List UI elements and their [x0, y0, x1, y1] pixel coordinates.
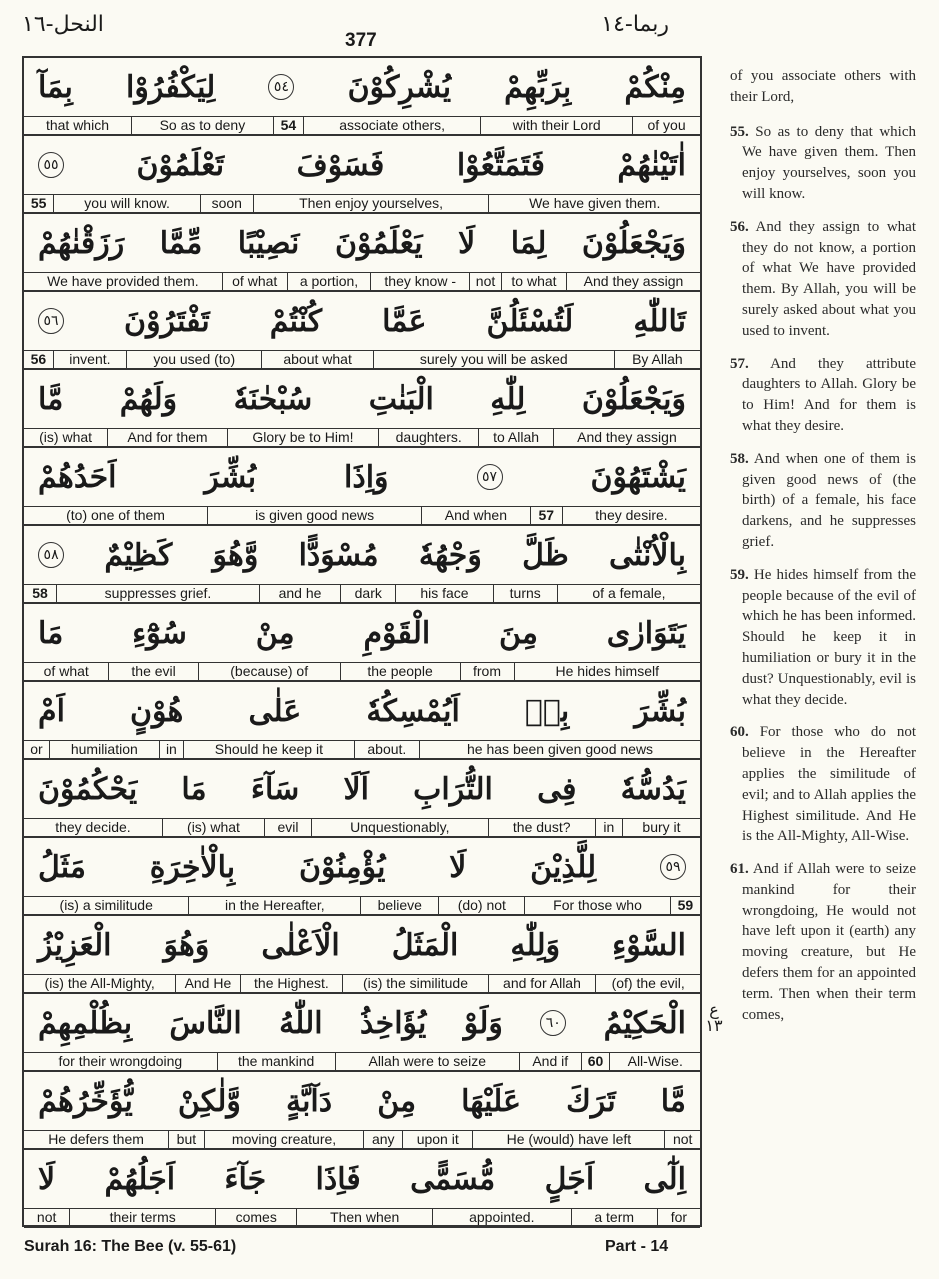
gloss-cell: to Allah: [478, 429, 553, 446]
arabic-word: يُّؤَخِّرُهُمْ: [38, 1083, 133, 1119]
arabic-word: وَهُوَ: [163, 927, 210, 963]
gloss-cell: associate others,: [303, 117, 480, 134]
arabic-word: بُشِّرَ: [634, 693, 686, 729]
gloss-cell: of you: [632, 117, 700, 134]
arabic-word: بِمَآ: [38, 69, 73, 105]
english-gloss-line: [24, 194, 700, 214]
arabic-word: فِى: [537, 771, 577, 807]
arabic-word: سُبْحٰنَهٗ: [233, 381, 313, 417]
verse-end-marker: ٥٤: [268, 74, 294, 100]
gloss-cell: appointed.: [432, 1209, 570, 1226]
gloss-cell: (to) one of them: [66, 507, 165, 523]
arabic-word: وَاِذَا: [344, 459, 389, 495]
arabic-word: ظَلَّ: [522, 537, 569, 573]
gloss-cell: And for them: [107, 429, 227, 446]
arabic-word: يَحْكُمُوْنَ: [38, 771, 138, 807]
arabic-word: عَمَّا: [382, 303, 427, 339]
verse-number-cell: 56: [30, 351, 47, 367]
verse-number-cell: 57: [530, 507, 562, 524]
verse-row: [24, 1150, 700, 1228]
arabic-word: تَاللّٰهِ: [633, 303, 686, 339]
arabic-word: وَجْهُهٗ: [418, 537, 482, 573]
arabic-word: وَيَجْعَلُوْنَ: [581, 381, 686, 417]
gloss-cell: moving creature,: [204, 1131, 364, 1148]
gloss-cell: in: [595, 819, 622, 836]
arabic-word: عَلٰى: [248, 693, 302, 729]
english-gloss-line: [24, 350, 700, 370]
translation-continuation: of you associate others with their Lord,: [730, 68, 916, 105]
verse-text: And when one of them is given good news of (the birth) of a female, his face darkens, and he suppresses grief.: [742, 450, 916, 550]
arabic-word: لَا: [449, 849, 467, 885]
gloss-cell: in: [159, 741, 183, 758]
arabic-word: رَزَقْنٰهُمْ: [38, 225, 125, 261]
gloss-cell: Then when: [296, 1209, 432, 1226]
translation-verse-59: [730, 565, 916, 711]
verse-number-cell: 59: [670, 897, 700, 914]
arabic-word: اَمْ: [38, 693, 65, 729]
page-number: 377: [345, 30, 377, 51]
arabic-word: مِنْ: [255, 615, 295, 651]
verse-text: And they attribute daughters to Allah. Glory be to Him! And for them is what they desire.: [742, 355, 916, 434]
arabic-word: مُّسَمًّى: [410, 1161, 496, 1197]
arabic-word: اَحَدُهُمْ: [38, 459, 117, 495]
gloss-cell: We have given them.: [488, 195, 700, 212]
page-header: [0, 0, 939, 54]
gloss-cell: humiliation: [49, 741, 159, 758]
gloss-cell: and for Allah: [488, 975, 596, 992]
gloss-cell: of a female,: [557, 585, 700, 602]
arabic-word: فَاِذَا: [315, 1161, 361, 1197]
gloss-cell: And He: [175, 975, 239, 992]
arabic-line: [24, 1072, 700, 1130]
gloss-cell: Should he keep it: [183, 741, 354, 758]
arabic-word: مَا: [38, 615, 64, 651]
verse-row: [24, 292, 700, 370]
arabic-word: بِرَبِّهِمْ: [504, 69, 572, 105]
arabic-line: [24, 448, 700, 506]
arabic-word: تَرَكَ: [566, 1083, 616, 1119]
gloss-cell: but: [168, 1131, 204, 1148]
arabic-word: تَعْلَمُوْنَ: [136, 147, 225, 183]
gloss-cell: not: [36, 1209, 57, 1225]
verse-number: 61.: [730, 861, 749, 878]
arabic-word: لِمَا: [510, 225, 547, 261]
arabic-word: بِالْاُنْثٰى: [608, 537, 686, 573]
arabic-word: الْمَثَلُ: [391, 927, 459, 963]
arabic-word: يُؤْمِنُوْنَ: [298, 849, 386, 885]
gloss-cell: (is) what: [162, 819, 264, 836]
english-gloss-line: [24, 896, 700, 916]
translation-verse-61: [730, 859, 916, 1025]
verse-row: [24, 760, 700, 838]
arabic-word: لَتُسْئَلُنَّ: [486, 303, 574, 339]
gloss-cell: Then enjoy yourselves,: [253, 195, 489, 212]
verse-number: 59.: [730, 566, 749, 583]
gloss-cell: with their Lord: [480, 117, 632, 134]
gloss-cell: daughters.: [378, 429, 478, 446]
arabic-line: [24, 58, 700, 116]
gloss-cell: dark: [340, 585, 395, 602]
arabic-word: الْعَزِيْزُ: [38, 927, 112, 963]
gloss-cell: about what: [261, 351, 372, 368]
verse-text: And they assign to what they do not know, a portion of what We have provided them. By Allah, you will be surely asked about what you used to invent.: [742, 218, 916, 339]
gloss-cell: they decide.: [55, 819, 131, 835]
gloss-cell: or: [30, 741, 43, 757]
verse-row: [24, 838, 700, 916]
gloss-cell: So as to deny: [131, 117, 273, 134]
arabic-word: اِلٰٓى: [643, 1161, 686, 1197]
arabic-line: [24, 994, 700, 1052]
verse-end-marker: ٥٦: [38, 308, 64, 334]
arabic-word: وَيَجْعَلُوْنَ: [581, 225, 686, 261]
arabic-word: مِّمَّا: [159, 225, 203, 261]
arabic-word: يَشْتَهُوْنَ: [590, 459, 686, 495]
gloss-cell: of what: [43, 663, 89, 679]
gloss-cell: to what: [501, 273, 566, 290]
arabic-line: [24, 526, 700, 584]
arabic-word: مَّا: [38, 381, 64, 417]
arabic-line: [24, 604, 700, 662]
gloss-cell: about.: [354, 741, 419, 758]
arabic-word: الْقَوْمِ: [363, 615, 431, 651]
arabic-word: يَدُسُّهٗ: [620, 771, 686, 807]
arabic-word: سَآءَ: [250, 771, 300, 807]
gloss-cell: the mankind: [217, 1053, 335, 1070]
arabic-word: تَفْتَرُوْنَ: [124, 303, 210, 339]
verse-row: [24, 58, 700, 136]
arabic-word: نَصِيْبًا: [237, 225, 300, 261]
verse-text: So as to deny that which We have given them. Then enjoy yourselves, soon you will know.: [742, 123, 916, 202]
arabic-word: التُّرَابِ: [413, 771, 493, 807]
surah-label: النحل-١٦: [22, 12, 104, 37]
verse-row: [24, 604, 700, 682]
arabic-word: مَا: [181, 771, 207, 807]
arabic-word: الْحَكِيْمُ: [603, 1005, 686, 1041]
arabic-word: مَثَلُ: [38, 849, 86, 885]
gloss-cell: evil: [264, 819, 311, 836]
arabic-word: مُسْوَدًّا: [298, 537, 379, 573]
arabic-word: وَّهُوَ: [212, 537, 259, 573]
arabic-line: [24, 1150, 700, 1208]
arabic-word: اَجَلٍ: [544, 1161, 595, 1197]
footer-part: Part - 14: [605, 1238, 669, 1255]
gloss-cell: And if: [519, 1053, 581, 1070]
gloss-cell: He hides himself: [514, 663, 701, 680]
gloss-cell: is given good news: [207, 507, 421, 524]
arabic-line: [24, 214, 700, 272]
gloss-cell: All-Wise.: [609, 1053, 700, 1070]
arabic-line: [24, 838, 700, 896]
verse-end-marker: ٥٧: [477, 464, 503, 490]
arabic-word: فَتَمَتَّعُوْا: [456, 147, 545, 183]
gloss-cell: And they assign: [553, 429, 700, 446]
verse-row: [24, 916, 700, 994]
gloss-cell: for: [657, 1209, 700, 1226]
verse-number-cell: 58: [32, 585, 48, 601]
gloss-cell: their terms: [69, 1209, 215, 1226]
arabic-word: مَّا: [660, 1083, 686, 1119]
gloss-cell: By Allah: [614, 351, 700, 368]
arabic-word: مِنْكُمْ: [624, 69, 686, 105]
verse-number: 57.: [730, 355, 749, 372]
arabic-word: بِظُلْمِهِمْ: [38, 1005, 133, 1041]
gloss-cell: Unquestionably,: [311, 819, 488, 836]
verse-row: [24, 136, 700, 214]
gloss-cell: comes: [215, 1209, 296, 1226]
gloss-cell: the dust?: [488, 819, 595, 836]
english-gloss-line: [24, 506, 700, 526]
arabic-word: هُوْنٍ: [130, 693, 184, 729]
arabic-line: [24, 760, 700, 818]
gloss-cell: And when: [421, 507, 529, 524]
arabic-word: يُشْرِكُوْنَ: [347, 69, 452, 105]
arabic-word: اللّٰهُ: [279, 1005, 323, 1041]
translation-verse-56: [730, 217, 916, 342]
arabic-word: دَآبَّةٍ: [285, 1083, 333, 1119]
gloss-cell: they desire.: [562, 507, 700, 524]
english-gloss-line: [24, 974, 700, 994]
english-gloss-line: [24, 116, 700, 136]
arabic-word: الْبَنٰتِ: [368, 381, 434, 417]
english-gloss-line: [24, 740, 700, 760]
verse-end-marker: ٥٩: [660, 854, 686, 880]
gloss-cell: they know -: [370, 273, 469, 290]
verse-row: [24, 214, 700, 292]
gloss-cell: and he: [259, 585, 340, 602]
arabic-line: [24, 136, 700, 194]
arabic-word: اَجَلُهُمْ: [104, 1161, 176, 1197]
verse-end-marker: ٥٥: [38, 152, 64, 178]
gloss-cell: for their wrongdoing: [58, 1053, 183, 1069]
verse-row: [24, 526, 700, 604]
gloss-cell: (of) the evil,: [595, 975, 700, 992]
verse-number: 60.: [730, 724, 749, 741]
gloss-cell: the evil: [108, 663, 197, 680]
english-gloss-line: [24, 272, 700, 292]
arabic-word: بِهٖ: [524, 693, 570, 729]
gloss-cell: believe: [360, 897, 438, 914]
arabic-word: لِلَّذِيْنَ: [530, 849, 597, 885]
verse-number: 58.: [730, 450, 749, 467]
verse-row: [24, 994, 700, 1072]
arabic-word: وَلِلّٰهِ: [510, 927, 561, 963]
gloss-cell: (is) the similitude: [342, 975, 487, 992]
arabic-word: لِيَكْفُرُوْا: [126, 69, 216, 105]
verse-text: He hides himself from the people because of the evil of which he has been informed. Should he keep it in humiliation or bury it in the dust? Unquestionably, evil is what they decide.: [742, 566, 916, 708]
arabic-word: سُوْٓءِ: [132, 615, 187, 651]
gloss-cell: not: [469, 273, 501, 290]
english-gloss-line: [24, 1130, 700, 1150]
arabic-line: [24, 292, 700, 350]
gloss-cell: invent.: [53, 351, 126, 368]
english-gloss-line: [24, 662, 700, 682]
gloss-cell: the Highest.: [240, 975, 343, 992]
arabic-line: [24, 370, 700, 428]
arabic-word: وَلَهُمْ: [119, 381, 178, 417]
gloss-cell: you used (to): [126, 351, 261, 368]
verse-text: And if Allah were to seize mankind for their wrongdoing, He would not have left upon it (earth) any moving creature, but He defers them for an appointed term. Then when their term comes,: [742, 861, 916, 1023]
arabic-word: لِلّٰهِ: [490, 381, 526, 417]
verse-end-marker: ٥٨: [38, 542, 64, 568]
gloss-cell: in the Hereafter,: [188, 897, 360, 914]
arabic-word: لَا: [458, 225, 476, 261]
footer-surah: Surah 16: The Bee (v. 55-61): [24, 1238, 237, 1255]
arabic-word: يُؤَاخِذُ: [359, 1005, 427, 1041]
arabic-word: الْاَعْلٰى: [261, 927, 340, 963]
verse-row: [24, 448, 700, 526]
gloss-cell: suppresses grief.: [56, 585, 259, 602]
gloss-cell: (is) the All-Mighty,: [44, 975, 155, 991]
gloss-cell: He defers them: [48, 1131, 144, 1147]
english-gloss-line: [24, 1052, 700, 1072]
arabic-line: [24, 682, 700, 740]
arabic-word: كُنْتُمْ: [269, 303, 323, 339]
english-gloss-line: [24, 428, 700, 448]
arabic-word: يَعْلَمُوْنَ: [334, 225, 423, 261]
gloss-cell: any: [363, 1131, 402, 1148]
arabic-word: مِنْ: [377, 1083, 417, 1119]
gloss-cell: upon it: [402, 1131, 472, 1148]
gloss-cell: he has been given good news: [419, 741, 700, 758]
gloss-cell: Allah were to seize: [335, 1053, 519, 1070]
gloss-cell: (is) what: [39, 429, 93, 445]
word-by-word-grid: [22, 56, 702, 1227]
arabic-word: اَلَا: [343, 771, 369, 807]
gloss-cell: bury it: [622, 819, 700, 836]
verse-number-cell: 55: [30, 195, 47, 211]
gloss-cell: a portion,: [287, 273, 371, 290]
gloss-cell: you will know.: [53, 195, 200, 212]
verse-number: 55.: [730, 123, 749, 140]
gloss-cell: from: [460, 663, 514, 680]
verse-row: [24, 682, 700, 760]
arabic-word: فَسَوْفَ: [296, 147, 385, 183]
gloss-cell: that which: [45, 117, 109, 133]
verse-row: [24, 1072, 700, 1150]
arabic-word: مِنَ: [499, 615, 538, 651]
arabic-word: جَآءَ: [224, 1161, 267, 1197]
arabic-word: وَّلٰكِنْ: [177, 1083, 241, 1119]
arabic-word: النَّاسَ: [169, 1005, 242, 1041]
gloss-cell: (because) of: [198, 663, 340, 680]
gloss-cell: Glory be to Him!: [227, 429, 378, 446]
arabic-line: [24, 916, 700, 974]
arabic-word: بِالْاٰخِرَةِ: [149, 849, 236, 885]
ruku-mark: ع ١٣: [705, 1000, 723, 1035]
translation-verse-60: [730, 722, 916, 847]
verse-row: [24, 370, 700, 448]
arabic-word: اَيُمْسِكُهٗ: [366, 693, 460, 729]
english-gloss-line: [24, 584, 700, 604]
verse-text: For those who do not believe in the Hereafter applies the similitude of evil; and to Allah applies the Highest similitude. And He is the All-Mighty, All-Wise.: [742, 724, 917, 845]
gloss-cell: not: [664, 1131, 700, 1148]
gloss-cell: soon: [200, 195, 253, 212]
gloss-cell: the people: [340, 663, 460, 680]
juz-label: ربما-١٤: [601, 12, 669, 37]
arabic-word: يَتَوَارٰى: [606, 615, 686, 651]
gloss-cell: For those who: [524, 897, 670, 914]
translation-verse-57: [730, 354, 916, 437]
translation-column: [730, 66, 916, 1037]
english-gloss-line: [24, 1208, 700, 1228]
arabic-word: اٰتَيْنٰهُمْ: [617, 147, 686, 183]
arabic-word: وَلَوْ: [463, 1005, 503, 1041]
arabic-word: بُشِّرَ: [204, 459, 257, 495]
verse-number-cell: 60: [581, 1053, 610, 1070]
translation-verse-55: [730, 122, 916, 205]
gloss-cell: of what: [222, 273, 287, 290]
gloss-cell: turns: [493, 585, 557, 602]
arabic-word: لَا: [38, 1161, 56, 1197]
verse-end-marker: ٦٠: [540, 1010, 566, 1036]
english-gloss-line: [24, 818, 700, 838]
translation-verse-58: [730, 449, 916, 553]
gloss-cell: surely you will be asked: [373, 351, 614, 368]
gloss-cell: (do) not: [438, 897, 524, 914]
gloss-cell: a term: [571, 1209, 657, 1226]
gloss-cell: He (would) have left: [472, 1131, 664, 1148]
arabic-word: كَظِيْمٌ: [104, 537, 173, 573]
arabic-word: السَّوْءِ: [612, 927, 686, 963]
verse-number-cell: 54: [273, 117, 303, 134]
gloss-cell: (is) a similitude: [59, 897, 153, 913]
gloss-cell: And they assign: [566, 273, 700, 290]
gloss-cell: We have provided them.: [47, 273, 199, 289]
gloss-cell: his face: [395, 585, 492, 602]
arabic-word: عَلَيْهَا: [461, 1083, 522, 1119]
verse-number: 56.: [730, 218, 749, 235]
